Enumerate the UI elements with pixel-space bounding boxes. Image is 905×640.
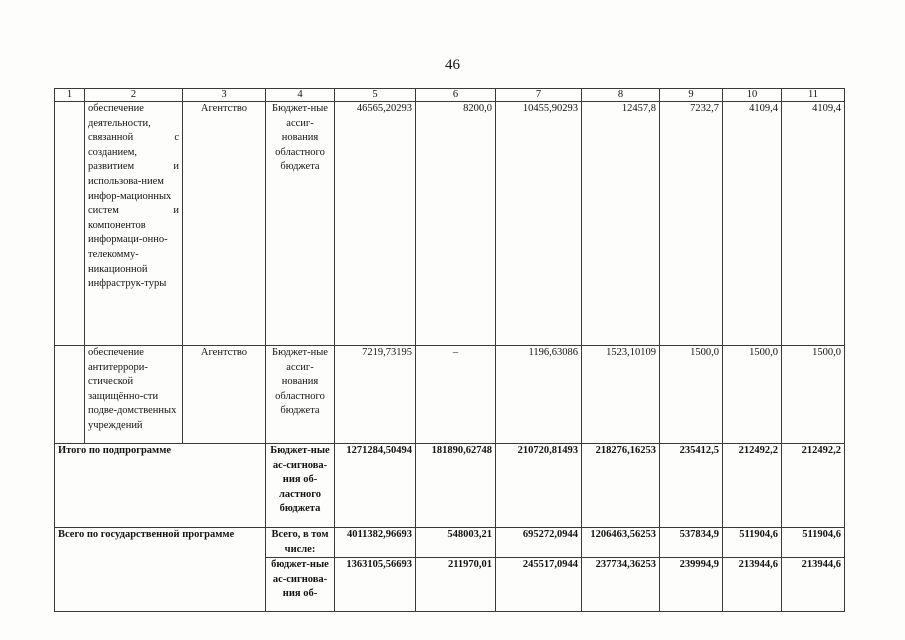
column-number: 6 bbox=[416, 89, 496, 102]
funding-source-cell: Бюджет-ные ассиг-нования областного бюджета bbox=[266, 102, 335, 346]
subtotal-label: Итого по подпрограмме bbox=[55, 444, 266, 528]
funding-source-cell: Бюджет-ные ас-сигнова-ния об-ластного бюджета bbox=[266, 444, 335, 528]
executor-cell: Агентство bbox=[183, 102, 266, 346]
budget-table bbox=[54, 88, 845, 612]
table-row bbox=[55, 346, 845, 444]
column-number: 8 bbox=[582, 89, 660, 102]
column-number: 1 bbox=[55, 89, 85, 102]
value-cell: 10455,90293 bbox=[496, 102, 582, 346]
value-cell: – bbox=[416, 346, 496, 444]
value-cell: 1206463,56253 bbox=[582, 528, 660, 558]
value-cell: 245517,0944 bbox=[496, 558, 582, 612]
total-label: Всего по государственной программе bbox=[55, 528, 266, 612]
value-cell: 212492,2 bbox=[723, 444, 782, 528]
column-number: 7 bbox=[496, 89, 582, 102]
executor-cell: Агентство bbox=[183, 346, 266, 444]
value-cell: 548003,21 bbox=[416, 528, 496, 558]
total-row bbox=[55, 528, 845, 558]
value-cell: 237734,36253 bbox=[582, 558, 660, 612]
column-number: 9 bbox=[660, 89, 723, 102]
value-cell: 213944,6 bbox=[723, 558, 782, 612]
funding-source-cell: Всего, в том числе: bbox=[266, 528, 335, 558]
value-cell: 7232,7 bbox=[660, 102, 723, 346]
subtotal-row bbox=[55, 444, 845, 528]
value-cell: 218276,16253 bbox=[582, 444, 660, 528]
page-number: 46 bbox=[445, 57, 460, 73]
funding-source-cell: бюджет-ные ас-сигнова-ния об- bbox=[266, 558, 335, 612]
column-number: 2 bbox=[85, 89, 183, 102]
value-cell: 1196,63086 bbox=[496, 346, 582, 444]
column-number: 4 bbox=[266, 89, 335, 102]
value-cell: 537834,9 bbox=[660, 528, 723, 558]
value-cell: 1363105,56693 bbox=[335, 558, 416, 612]
value-cell: 4011382,96693 bbox=[335, 528, 416, 558]
value-cell: 1523,10109 bbox=[582, 346, 660, 444]
value-cell: 8200,0 bbox=[416, 102, 496, 346]
value-cell: 235412,5 bbox=[660, 444, 723, 528]
value-cell: 1500,0 bbox=[782, 346, 845, 444]
value-cell: 1500,0 bbox=[660, 346, 723, 444]
value-cell: 181890,62748 bbox=[416, 444, 496, 528]
value-cell: 1500,0 bbox=[723, 346, 782, 444]
row-index-cell bbox=[55, 102, 85, 346]
measure-name: обеспечение деятельности, связанной с созданием, развитием и использова-нием инфор-мационных систем и компонентов информаци-онно-телекомму-никационной инфраструк-туры bbox=[85, 102, 183, 346]
value-cell: 511904,6 bbox=[782, 528, 845, 558]
value-cell: 4109,4 bbox=[723, 102, 782, 346]
value-cell: 211970,01 bbox=[416, 558, 496, 612]
measure-name: обеспечение антитеррори-стической защищённо-сти подве-домственных учреждений bbox=[85, 346, 183, 444]
column-number: 11 bbox=[782, 89, 845, 102]
column-number-row bbox=[55, 89, 845, 102]
value-cell: 212492,2 bbox=[782, 444, 845, 528]
value-cell: 46565,20293 bbox=[335, 102, 416, 346]
value-cell: 12457,8 bbox=[582, 102, 660, 346]
value-cell: 7219,73195 bbox=[335, 346, 416, 444]
value-cell: 239994,9 bbox=[660, 558, 723, 612]
column-number: 5 bbox=[335, 89, 416, 102]
column-number: 3 bbox=[183, 89, 266, 102]
row-index-cell bbox=[55, 346, 85, 444]
value-cell: 210720,81493 bbox=[496, 444, 582, 528]
table-row bbox=[55, 102, 845, 346]
column-number: 10 bbox=[723, 89, 782, 102]
value-cell: 213944,6 bbox=[782, 558, 845, 612]
funding-source-cell: Бюджет-ные ассиг-нования областного бюджета bbox=[266, 346, 335, 444]
value-cell: 1271284,50494 bbox=[335, 444, 416, 528]
value-cell: 695272,0944 bbox=[496, 528, 582, 558]
value-cell: 511904,6 bbox=[723, 528, 782, 558]
value-cell: 4109,4 bbox=[782, 102, 845, 346]
